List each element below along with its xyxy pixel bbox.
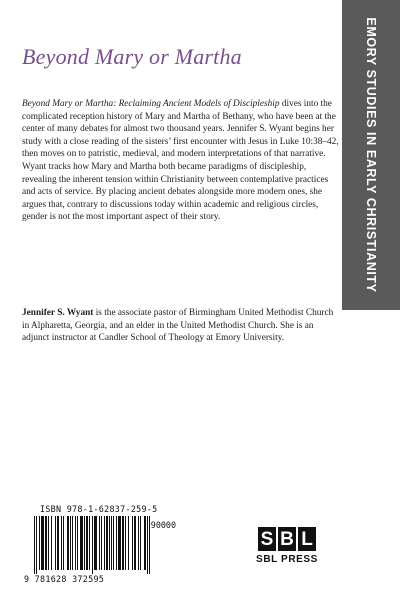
series-title: EMORY STUDIES IN EARLY CHRISTIANITY: [364, 17, 378, 293]
barcode-bar: [113, 516, 114, 570]
barcode-bar: [75, 516, 76, 570]
book-title: Beyond Mary or Martha: [22, 44, 242, 69]
barcode-bar: [106, 516, 108, 570]
barcode-bar: [125, 516, 126, 570]
barcode-bar: [57, 516, 59, 570]
barcode-bar: [89, 516, 90, 570]
barcode-bar: [140, 516, 141, 570]
barcode-bar: [77, 516, 78, 570]
barcode-bar: [116, 516, 117, 570]
isbn-label: ISBN 978-1-62837-259-5: [40, 504, 158, 514]
barcode-bar: [45, 516, 47, 570]
price-code: 90000: [150, 520, 176, 530]
barcode-bar: [61, 516, 62, 570]
isbn-barcode: [22, 504, 180, 584]
sbl-logo-mark: [256, 527, 318, 551]
barcode-bar: [128, 516, 129, 570]
barcode-bar: [51, 516, 52, 570]
barcode-bar: [147, 516, 148, 574]
author-bio-text: is the associate pastor of Birmingham United Methodist Church in Alpharetta, Georgia, and an elder in the United Methodist Church. She is an adjunct instructor at Candler School of Theology at Emory University.: [22, 308, 334, 344]
barcode-bar: [134, 516, 136, 570]
barcode-bar: [84, 516, 85, 570]
publisher-name: SBL PRESS: [256, 554, 318, 565]
ean-digits: 9 781628 372595: [24, 574, 105, 584]
logo-letter-s: S: [258, 527, 276, 551]
publisher-logo: [256, 527, 318, 565]
barcode-bar: [70, 516, 71, 570]
logo-letter-b: B: [278, 527, 296, 551]
barcode-bar: [138, 516, 139, 570]
barcode-bar: [63, 516, 64, 570]
barcode-bar: [80, 516, 83, 570]
barcode-bar: [72, 516, 73, 570]
barcode-bar: [144, 516, 146, 570]
barcode-bar: [55, 516, 56, 570]
barcode-bar: [99, 516, 100, 570]
description-text: dives into the complicated reception history of Mary and Martha of Bethany, who have been at the center of many debates for almost two thousand years. Jennifer S. Wyant begins her study with a close reading of the sisters’ first encounter with Jesus in Luke 10:38–42, then moves on to patristic, medieval, and modern interpretations of that narrative. Wyant tracks how Mary and Martha both became paradigms of discipleship, revealing the inherent tension within Christianity between contemplative practices and acts of service. By placing ancient debates alongside more modern ones, she argues that, contrary to discussions today within academic and religious circles, gender is not the most important aspect of their story.: [22, 99, 339, 223]
barcode-bar: [39, 516, 40, 570]
book-description: [22, 98, 342, 224]
logo-letter-l: L: [298, 527, 316, 551]
barcode-bar: [48, 516, 49, 570]
barcode-bar: [109, 516, 110, 570]
barcode-bar: [118, 516, 121, 570]
barcode-bar: [92, 516, 93, 574]
barcode-bar: [111, 516, 112, 570]
barcode-bar: [41, 516, 44, 570]
barcode-bars: [34, 516, 152, 574]
author-bio: [22, 307, 342, 345]
author-name: Jennifer S. Wyant: [22, 308, 94, 318]
barcode-bar: [94, 516, 97, 570]
barcode-bar: [36, 516, 37, 574]
barcode-bar: [34, 516, 35, 574]
barcode-bar: [86, 516, 88, 570]
barcode-bar: [104, 516, 105, 570]
series-band: [342, 0, 400, 310]
barcode-bar: [101, 516, 102, 570]
barcode-bar: [122, 516, 124, 570]
barcode-bar: [132, 516, 133, 570]
description-book-title: Beyond Mary or Martha: Reclaiming Ancient Models of Discipleship: [22, 99, 280, 109]
barcode-bar: [67, 516, 69, 570]
